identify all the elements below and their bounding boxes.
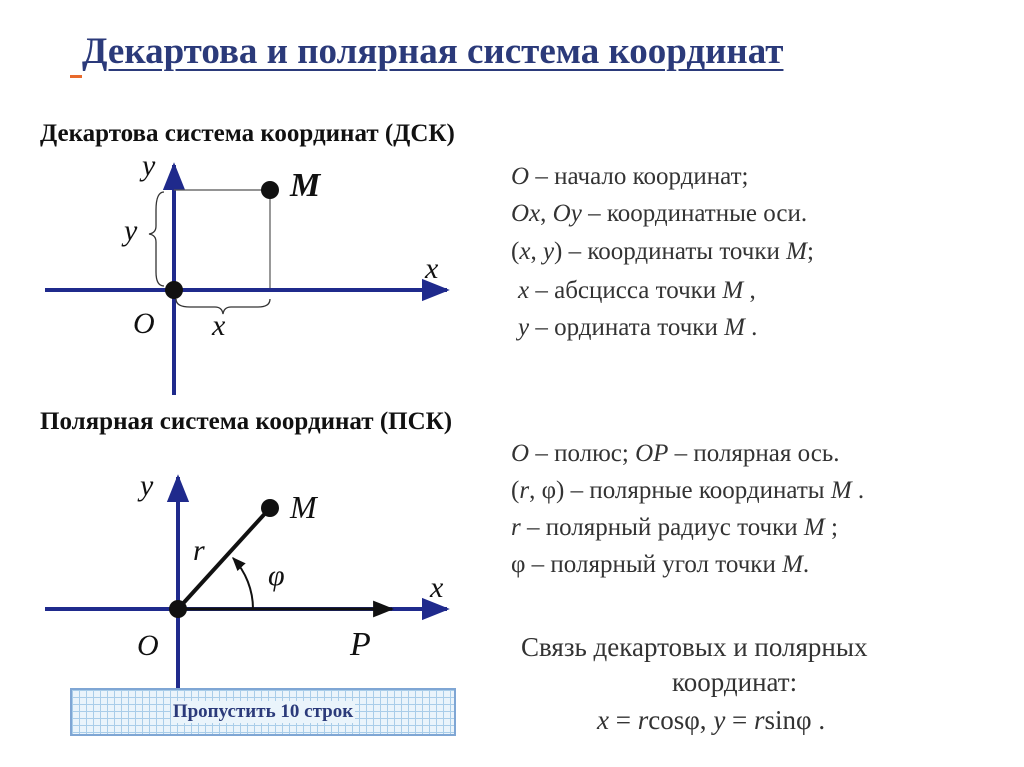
cart-line-3: (x, y) – координаты точки M; (511, 238, 814, 265)
cart-y-brace (149, 192, 164, 286)
polar-line-2: (r, φ) – полярные координаты M . (511, 477, 865, 504)
relation-line-1: Связь декартовых и полярных (521, 632, 868, 662)
slide-title: Декартова и полярная система координат (82, 31, 784, 72)
cart-line-5: y – ордината точки M . (518, 314, 758, 341)
polar-angle-label: φ (268, 559, 285, 592)
polar-point-m (261, 499, 279, 517)
polar-radius-label: r (193, 534, 205, 567)
polar-x-axis-label: x (430, 571, 444, 604)
cartesian-diagram (45, 149, 447, 395)
cart-projection-lines (174, 190, 270, 288)
cart-origin-dot (165, 281, 183, 299)
polar-line-1: O – полюс; OP – полярная ось. (511, 440, 840, 467)
polar-point-label: M (290, 489, 317, 525)
polar-origin-label: O (137, 629, 159, 662)
polar-diagram (45, 469, 447, 707)
cart-y-axis-label: y (142, 149, 156, 182)
cart-x-axis-label: x (425, 252, 439, 285)
polar-heading: Полярная система координат (ПСК) (40, 408, 453, 435)
cart-x-coord-label: x (212, 309, 226, 342)
polar-axis-p-label: P (350, 626, 371, 663)
skip-button-label: Пропустить 10 строк (172, 701, 354, 722)
skip-10-lines-button[interactable] (70, 688, 456, 736)
polar-angle-arc (233, 558, 253, 609)
cart-y-coord-label: y (124, 214, 138, 247)
polar-line-3: r – полярный радиус точки M ; (511, 514, 838, 541)
polar-origin-dot (169, 600, 187, 618)
relation-formula: x = rcosφ, y = rsinφ . (597, 705, 826, 735)
cart-origin-label: O (133, 307, 155, 340)
cart-line-2: Ox, Oy – координатные оси. (511, 200, 808, 227)
relation-line-2: координат: (672, 667, 798, 697)
polar-y-axis-label: y (140, 469, 154, 502)
cart-point-label: M (290, 167, 321, 204)
cart-line-4: x – абсцисса точки M , (518, 277, 756, 304)
cart-point-m (261, 181, 279, 199)
polar-line-4: φ – полярный угол точки M. (511, 551, 810, 578)
cartesian-heading: Декартова система координат (ДСК) (40, 120, 455, 147)
polar-radius (178, 508, 270, 609)
cart-line-1: O – начало координат; (511, 163, 749, 190)
